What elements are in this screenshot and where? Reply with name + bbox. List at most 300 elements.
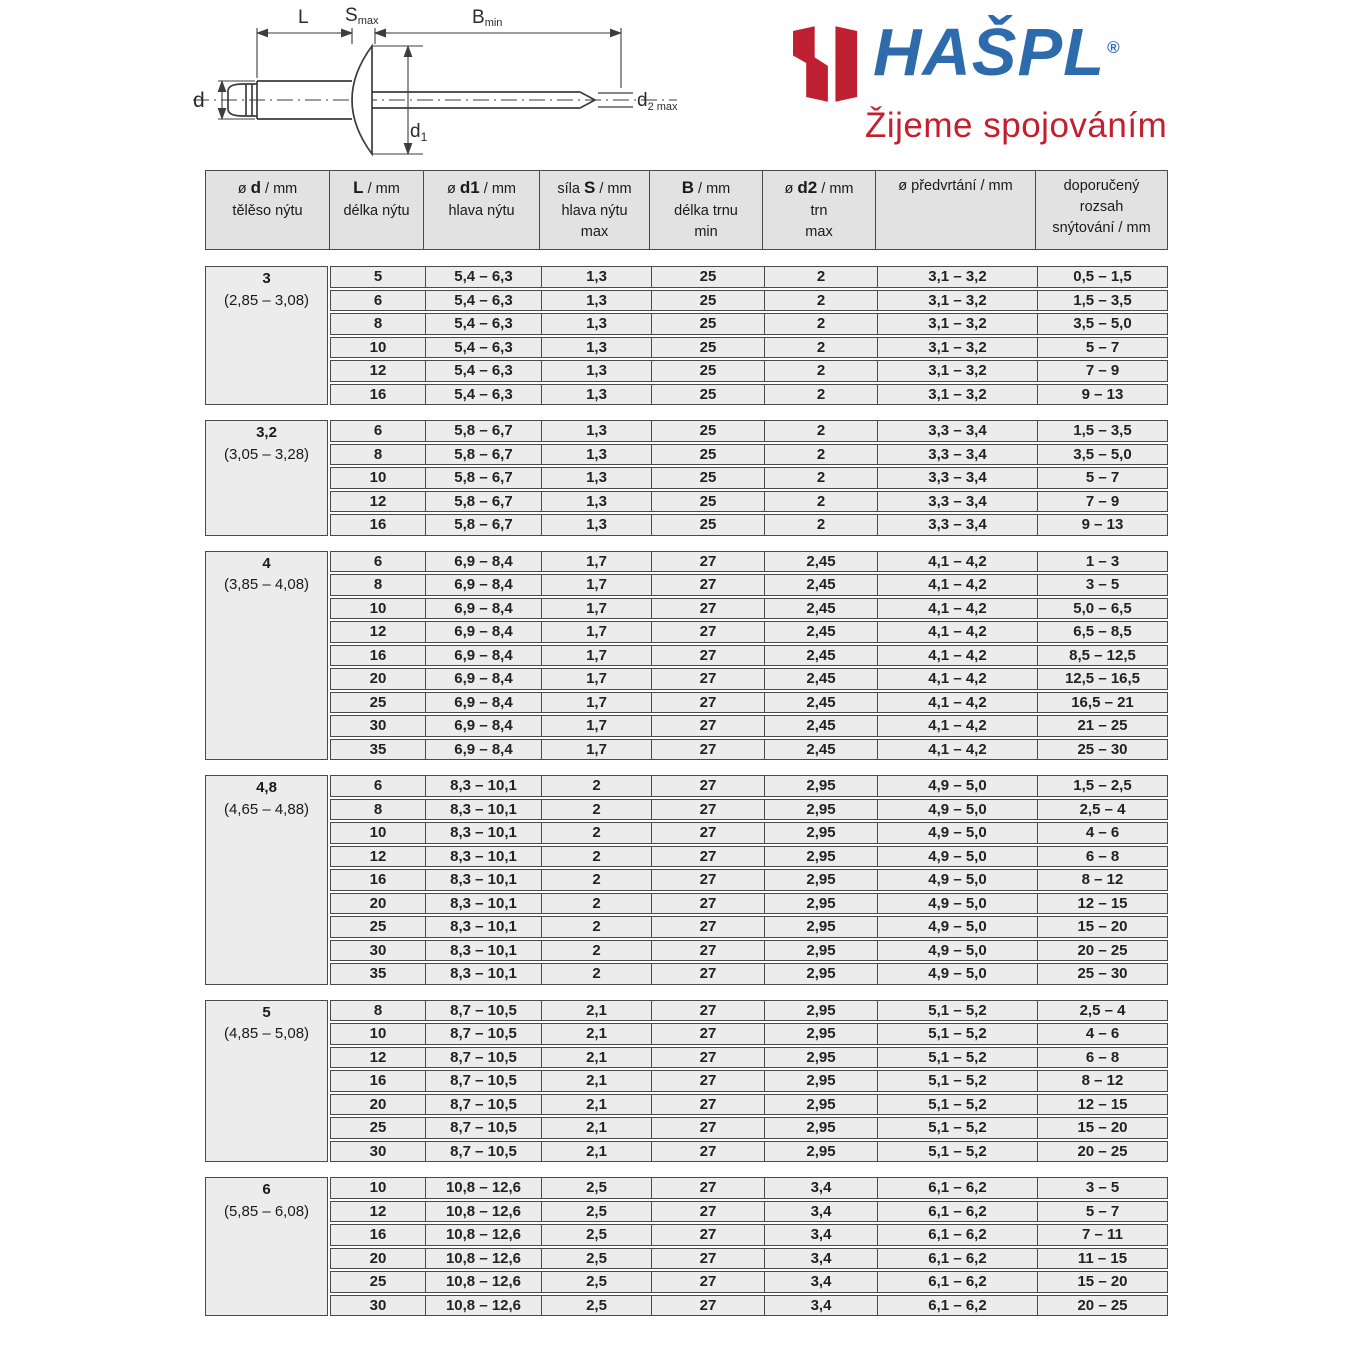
cell: 3,1 – 3,2 — [877, 385, 1037, 405]
cell: 8,7 – 10,5 — [425, 1071, 541, 1091]
cell: 2 — [764, 421, 877, 441]
cell: 25 — [651, 267, 764, 287]
cell: 1,7 — [541, 575, 651, 595]
cell: 10 — [369, 824, 387, 842]
cell: 5,4 – 6,3 — [425, 291, 541, 311]
header-cell: L / mm délka nýtu — [329, 171, 423, 249]
cell: 5,4 – 6,3 — [425, 314, 541, 334]
cell: 8,7 – 10,5 — [425, 1095, 541, 1115]
cell: 16,5 – 21 — [1037, 693, 1167, 713]
group-diameter-label: 4,8 (4,65 – 4,88) — [205, 775, 328, 985]
cell: 25 — [651, 492, 764, 512]
cell: 27 — [651, 1071, 764, 1091]
cell: 2,5 — [541, 1202, 651, 1222]
cell: 5,1 – 5,2 — [877, 1071, 1037, 1091]
cell: 1,3 — [541, 468, 651, 488]
cell: 2 — [764, 338, 877, 358]
cell: 5,4 – 6,3 — [425, 361, 541, 381]
cell: 20 — [369, 894, 387, 912]
brand-name: HAŠPL ® — [873, 15, 1121, 90]
table-row — [330, 290, 1168, 312]
cell: 2 — [541, 894, 651, 914]
table-row — [330, 491, 1168, 513]
cell: 3,4 — [764, 1249, 877, 1269]
table-row — [330, 384, 1168, 406]
cell: 1,3 — [541, 385, 651, 405]
cell: 2,95 — [764, 1001, 877, 1021]
table-row — [330, 1177, 1168, 1199]
cell: 25 – 30 — [1037, 964, 1167, 984]
cell: 2,95 — [764, 964, 877, 984]
cell: 2,95 — [764, 1142, 877, 1162]
cell: 1,7 — [541, 599, 651, 619]
rivet-diagram — [185, 0, 695, 168]
table-row — [330, 1047, 1168, 1069]
cell: 5 — [373, 268, 383, 286]
table-row — [330, 893, 1168, 915]
table-row — [330, 420, 1168, 442]
cell: 5,0 – 6,5 — [1037, 599, 1167, 619]
cell: 2,95 — [764, 1071, 877, 1091]
cell: 6,9 – 8,4 — [425, 575, 541, 595]
header-cell: ø d / mm tělěso nýtu — [232, 178, 303, 219]
table-row — [330, 1070, 1168, 1092]
cell: 27 — [651, 740, 764, 760]
cell: 8,3 – 10,1 — [425, 894, 541, 914]
table-row — [330, 621, 1168, 643]
table-row — [330, 1000, 1168, 1022]
cell: 3,4 — [764, 1296, 877, 1316]
table-row — [330, 846, 1168, 868]
cell: 10 — [369, 1025, 387, 1043]
cell: 6,9 – 8,4 — [425, 669, 541, 689]
cell: 2,5 – 4 — [1037, 1001, 1167, 1021]
cell: 1,5 – 3,5 — [1037, 291, 1167, 311]
cell: 5 – 7 — [1037, 1202, 1167, 1222]
cell: 25 — [369, 1119, 387, 1137]
cell: 6,9 – 8,4 — [425, 552, 541, 572]
cell: 21 – 25 — [1037, 716, 1167, 736]
cell: 2 — [764, 468, 877, 488]
cell: 4,1 – 4,2 — [877, 622, 1037, 642]
cell: 6,1 – 6,2 — [877, 1178, 1037, 1198]
cell: 8,3 – 10,1 — [425, 917, 541, 937]
cell: 3,3 – 3,4 — [877, 421, 1037, 441]
cell: 6,1 – 6,2 — [877, 1272, 1037, 1292]
cell: 2,5 — [541, 1272, 651, 1292]
cell: 5,8 – 6,7 — [425, 515, 541, 535]
cell: 25 — [651, 445, 764, 465]
cell: 27 — [651, 800, 764, 820]
cell: 1,3 — [541, 421, 651, 441]
cell: 8 — [373, 445, 383, 463]
cell: 4,9 – 5,0 — [877, 800, 1037, 820]
cell: 20 – 25 — [1037, 941, 1167, 961]
cell: 27 — [651, 847, 764, 867]
cell: 0,5 – 1,5 — [1037, 267, 1167, 287]
table-header — [205, 170, 1168, 250]
cell: 2,5 — [541, 1225, 651, 1245]
cell: 2,95 — [764, 776, 877, 796]
cell: 8 — [373, 1001, 383, 1019]
table-row — [330, 313, 1168, 335]
cell: 2 — [764, 515, 877, 535]
cell: 10 — [369, 338, 387, 356]
cell: 12 — [369, 362, 387, 380]
size-group — [205, 551, 1168, 761]
cell: 27 — [651, 1095, 764, 1115]
cell: 27 — [651, 575, 764, 595]
table-row — [330, 444, 1168, 466]
dim-label-S: Smax — [345, 5, 379, 27]
cell: 10,8 – 12,6 — [425, 1249, 541, 1269]
cell: 3 – 5 — [1037, 575, 1167, 595]
cell: 27 — [651, 941, 764, 961]
cell: 27 — [651, 1296, 764, 1316]
table-row — [330, 1117, 1168, 1139]
cell: 10 — [369, 1179, 387, 1197]
cell: 4,9 – 5,0 — [877, 894, 1037, 914]
dim-label-d1: $d_1$ — [410, 121, 428, 144]
cell: 25 — [651, 421, 764, 441]
cell: 4,1 – 4,2 — [877, 552, 1037, 572]
header-cell: ø předvrtání / mm — [875, 171, 1035, 249]
cell: 9 – 13 — [1037, 515, 1167, 535]
cell: 10,8 – 12,6 — [425, 1202, 541, 1222]
cell: 27 — [651, 894, 764, 914]
cell: 2,5 — [541, 1178, 651, 1198]
cell: 5,8 – 6,7 — [425, 492, 541, 512]
cell: 2,5 — [541, 1296, 651, 1316]
cell: 35 — [369, 965, 387, 983]
table-row — [330, 1295, 1168, 1317]
cell: 27 — [651, 669, 764, 689]
cell: 27 — [651, 870, 764, 890]
cell: 8,3 – 10,1 — [425, 776, 541, 796]
cell: 35 — [369, 740, 387, 758]
cell: 6,1 – 6,2 — [877, 1249, 1037, 1269]
cell: 16 — [369, 385, 387, 403]
cell: 27 — [651, 1249, 764, 1269]
cell: 3 – 5 — [1037, 1178, 1167, 1198]
cell: 2 — [541, 847, 651, 867]
cell: 25 — [651, 361, 764, 381]
header-cell: B / mm délka trnu min — [649, 171, 762, 249]
group-diameter-label: 6 (5,85 – 6,08) — [205, 1177, 328, 1316]
cell: 7 – 11 — [1037, 1225, 1167, 1245]
cell: 6,9 – 8,4 — [425, 740, 541, 760]
cell: 4,1 – 4,2 — [877, 669, 1037, 689]
table-row — [330, 963, 1168, 985]
cell: 6,1 – 6,2 — [877, 1225, 1037, 1245]
cell: 2 — [764, 291, 877, 311]
cell: 4 – 6 — [1037, 823, 1167, 843]
table-row — [330, 645, 1168, 667]
cell: 27 — [651, 917, 764, 937]
cell: 27 — [651, 776, 764, 796]
cell: 1,7 — [541, 622, 651, 642]
table-row — [330, 799, 1168, 821]
cell: 1,3 — [541, 445, 651, 465]
cell: 10 — [369, 599, 387, 617]
cell: 1,7 — [541, 669, 651, 689]
cell: 8,7 – 10,5 — [425, 1001, 541, 1021]
cell: 2 — [764, 445, 877, 465]
cell: 16 — [369, 646, 387, 664]
group-rows — [330, 551, 1168, 761]
cell: 2,95 — [764, 1024, 877, 1044]
cell: 27 — [651, 693, 764, 713]
cell: 6 — [373, 422, 383, 440]
cell: 27 — [651, 1272, 764, 1292]
logo — [793, 15, 1183, 146]
cell: 3,1 – 3,2 — [877, 291, 1037, 311]
cell: 3,3 – 3,4 — [877, 492, 1037, 512]
cell: 27 — [651, 1048, 764, 1068]
cell: 27 — [651, 823, 764, 843]
cell: 20 – 25 — [1037, 1296, 1167, 1316]
cell: 1,3 — [541, 361, 651, 381]
size-group — [205, 775, 1168, 985]
cell: 2 — [764, 314, 877, 334]
cell: 2,45 — [764, 693, 877, 713]
cell: 8 — [373, 315, 383, 333]
cell: 1,7 — [541, 552, 651, 572]
cell: 8 — [373, 576, 383, 594]
cell: 8,3 – 10,1 — [425, 800, 541, 820]
cell: 3,1 – 3,2 — [877, 338, 1037, 358]
cell: 2,95 — [764, 823, 877, 843]
cell: 5,8 – 6,7 — [425, 421, 541, 441]
cell: 4,9 – 5,0 — [877, 941, 1037, 961]
cell: 2,5 – 4 — [1037, 800, 1167, 820]
cell: 2 — [541, 941, 651, 961]
cell: 2 — [764, 492, 877, 512]
cell: 2,95 — [764, 800, 877, 820]
cell: 6,9 – 8,4 — [425, 646, 541, 666]
cell: 12 — [369, 1048, 387, 1066]
cell: 4,9 – 5,0 — [877, 870, 1037, 890]
cell: 4,9 – 5,0 — [877, 776, 1037, 796]
cell: 1,5 – 3,5 — [1037, 421, 1167, 441]
cell: 6,9 – 8,4 — [425, 622, 541, 642]
table-row — [330, 337, 1168, 359]
table-row — [330, 775, 1168, 797]
cell: 6,1 – 6,2 — [877, 1202, 1037, 1222]
cell: 2,1 — [541, 1048, 651, 1068]
cell: 27 — [651, 599, 764, 619]
cell: 4,9 – 5,0 — [877, 964, 1037, 984]
cell: 5,4 – 6,3 — [425, 267, 541, 287]
table-row — [330, 266, 1168, 288]
cell: 8,7 – 10,5 — [425, 1142, 541, 1162]
table-row — [330, 1224, 1168, 1246]
group-diameter-label: 3 (2,85 – 3,08) — [205, 266, 328, 405]
dim-label-d2max: $d_{2 max}$ — [637, 90, 678, 113]
cell: 8,7 – 10,5 — [425, 1048, 541, 1068]
table-row — [330, 1271, 1168, 1293]
cell: 3,4 — [764, 1178, 877, 1198]
cell: 27 — [651, 1001, 764, 1021]
cell: 1,3 — [541, 267, 651, 287]
cell: 2,45 — [764, 552, 877, 572]
cell: 27 — [651, 1024, 764, 1044]
cell: 2,1 — [541, 1118, 651, 1138]
cell: 1,3 — [541, 338, 651, 358]
cell: 5,1 – 5,2 — [877, 1048, 1037, 1068]
cell: 1,3 — [541, 515, 651, 535]
cell: 8,5 – 12,5 — [1037, 646, 1167, 666]
cell: 25 — [651, 468, 764, 488]
cell: 27 — [651, 1178, 764, 1198]
cell: 20 — [369, 1249, 387, 1267]
table-groups — [205, 266, 1168, 1316]
cell: 25 — [369, 918, 387, 936]
cell: 1,3 — [541, 291, 651, 311]
cell: 6,1 – 6,2 — [877, 1296, 1037, 1316]
cell: 2,95 — [764, 847, 877, 867]
cell: 5,1 – 5,2 — [877, 1095, 1037, 1115]
group-diameter-label: 5 (4,85 – 5,08) — [205, 1000, 328, 1163]
cell: 6,9 – 8,4 — [425, 693, 541, 713]
cell: 7 – 9 — [1037, 361, 1167, 381]
cell: 8,3 – 10,1 — [425, 870, 541, 890]
cell: 8,3 – 10,1 — [425, 823, 541, 843]
cell: 2 — [541, 870, 651, 890]
cell: 16 — [369, 516, 387, 534]
cell: 5,1 – 5,2 — [877, 1024, 1037, 1044]
cell: 8 – 12 — [1037, 870, 1167, 890]
cell: 27 — [651, 622, 764, 642]
cell: 4,1 – 4,2 — [877, 575, 1037, 595]
cell: 25 — [651, 515, 764, 535]
cell: 27 — [651, 1118, 764, 1138]
dim-label-B: Bmin — [472, 7, 503, 29]
cell: 1 – 3 — [1037, 552, 1167, 572]
cell: 3,1 – 3,2 — [877, 267, 1037, 287]
cell: 4 – 6 — [1037, 1024, 1167, 1044]
cell: 27 — [651, 964, 764, 984]
cell: 16 — [369, 871, 387, 889]
cell: 4,9 – 5,0 — [877, 823, 1037, 843]
cell: 11 – 15 — [1037, 1249, 1167, 1269]
cell: 25 – 30 — [1037, 740, 1167, 760]
cell: 5,1 – 5,2 — [877, 1142, 1037, 1162]
header-cell: doporučený rozsah snýtování / mm — [1035, 171, 1167, 249]
cell: 25 — [651, 314, 764, 334]
cell: 10,8 – 12,6 — [425, 1225, 541, 1245]
header-cell: ø d2 / mm trn max — [762, 171, 875, 249]
cell: 2 — [764, 267, 877, 287]
table-row — [330, 1094, 1168, 1116]
cell: 9 – 13 — [1037, 385, 1167, 405]
haspl-logo-mark-icon — [793, 24, 859, 104]
cell: 15 – 20 — [1037, 1118, 1167, 1138]
cell: 5,4 – 6,3 — [425, 338, 541, 358]
cell: 12 — [369, 623, 387, 641]
cell: 1,7 — [541, 716, 651, 736]
cell: 3,4 — [764, 1272, 877, 1292]
cell: 2,95 — [764, 917, 877, 937]
cell: 4,1 – 4,2 — [877, 716, 1037, 736]
cell: 2,45 — [764, 575, 877, 595]
cell: 27 — [651, 1142, 764, 1162]
cell: 12,5 – 16,5 — [1037, 669, 1167, 689]
cell: 6,9 – 8,4 — [425, 599, 541, 619]
cell: 10 — [369, 469, 387, 487]
cell: 2,95 — [764, 870, 877, 890]
table-row — [330, 467, 1168, 489]
cell: 3,4 — [764, 1225, 877, 1245]
cell: 6 — [373, 777, 383, 795]
table-row — [330, 1141, 1168, 1163]
cell: 2 — [764, 361, 877, 381]
table-row — [330, 1248, 1168, 1270]
cell: 2 — [541, 964, 651, 984]
cell: 2 — [541, 823, 651, 843]
cell: 5,1 – 5,2 — [877, 1118, 1037, 1138]
cell: 15 – 20 — [1037, 1272, 1167, 1292]
cell: 6,9 – 8,4 — [425, 716, 541, 736]
cell: 12 — [369, 847, 387, 865]
size-group — [205, 420, 1168, 536]
cell: 10,8 – 12,6 — [425, 1296, 541, 1316]
cell: 12 — [369, 1202, 387, 1220]
table-row — [330, 574, 1168, 596]
cell: 2,1 — [541, 1142, 651, 1162]
cell: 8,3 – 10,1 — [425, 964, 541, 984]
cell: 8,7 – 10,5 — [425, 1024, 541, 1044]
cell: 5 – 7 — [1037, 468, 1167, 488]
cell: 1,7 — [541, 693, 651, 713]
cell: 2 — [541, 917, 651, 937]
cell: 5,8 – 6,7 — [425, 445, 541, 465]
cell: 12 – 15 — [1037, 894, 1167, 914]
cell: 8,7 – 10,5 — [425, 1118, 541, 1138]
cell: 8,3 – 10,1 — [425, 941, 541, 961]
cell: 6 — [373, 291, 383, 309]
group-diameter-label: 3,2 (3,05 – 3,28) — [205, 420, 328, 536]
table-row — [330, 940, 1168, 962]
cell: 2,45 — [764, 740, 877, 760]
cell: 4,9 – 5,0 — [877, 847, 1037, 867]
logo-tagline: Žijeme spojováním — [865, 106, 1168, 145]
cell: 30 — [369, 1296, 387, 1314]
header-cell: ø d1 / mm hlava nýtu — [423, 171, 539, 249]
table-row — [330, 692, 1168, 714]
cell: 2,95 — [764, 1048, 877, 1068]
cell: 5,4 – 6,3 — [425, 385, 541, 405]
cell: 5,1 – 5,2 — [877, 1001, 1037, 1021]
cell: 15 – 20 — [1037, 917, 1167, 937]
cell: 2,1 — [541, 1001, 651, 1021]
cell: 4,9 – 5,0 — [877, 917, 1037, 937]
cell: 1,5 – 2,5 — [1037, 776, 1167, 796]
cell: 2,1 — [541, 1095, 651, 1115]
cell: 2,5 — [541, 1249, 651, 1269]
cell: 2,95 — [764, 941, 877, 961]
table-row — [330, 668, 1168, 690]
cell: 1,7 — [541, 646, 651, 666]
cell: 2,1 — [541, 1071, 651, 1091]
cell: 3,3 – 3,4 — [877, 445, 1037, 465]
group-diameter-label: 4 (3,85 – 4,08) — [205, 551, 328, 761]
cell: 3,1 – 3,2 — [877, 314, 1037, 334]
header-cell: síla S / mm hlava nýtu max — [539, 171, 649, 249]
cell: 3,3 – 3,4 — [877, 515, 1037, 535]
cell: 2,45 — [764, 646, 877, 666]
cell: 2 — [541, 776, 651, 796]
